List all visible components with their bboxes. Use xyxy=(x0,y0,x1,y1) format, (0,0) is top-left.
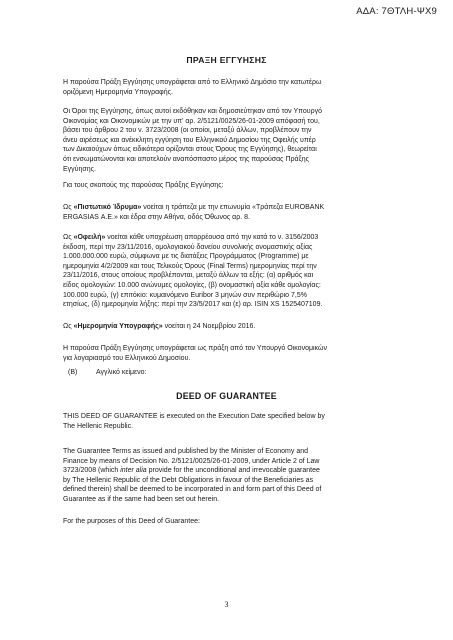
text-line: Οι Όροι της Εγγύησης, όπως αυτοί εκδόθηκαν και δημοσιεύτηκαν από τον Υπουργό xyxy=(63,108,322,115)
text-line: των Δικαιούχων όπως ειδικότερα ορίζονται στους Όρους της Εγγύησης), θεωρείται xyxy=(63,146,317,154)
definition-credit-institution xyxy=(63,203,393,222)
defined-term: «Ημερομηνία Υπογραφής» xyxy=(73,323,163,330)
definition-debt xyxy=(63,233,393,310)
paragraph-terms-english xyxy=(63,447,393,505)
definition-signature-date xyxy=(63,322,393,332)
text-fragment: νοείται η 24 Νοεμβρίου 2016. xyxy=(162,323,256,330)
text-line: βάσει του άρθρου 2 του ν. 3723/2008 (οι οποίοι, μεταξύ άλλων, προβλέπουν την xyxy=(63,127,312,135)
text-line: defined therein) shall be deemed to be incorporated in and form part of this Deed of xyxy=(63,486,322,494)
text-fragment: νοείται η τράπεζα με την επωνυμία «Τράπεζα EUROBANK xyxy=(141,204,325,211)
paragraph-intro-greek xyxy=(63,78,393,97)
text-fragment: Ως xyxy=(63,234,74,241)
text-line: 23/11/2016, στους οποίους προβλέπονται, μεταξύ άλλων τα εξής: (α) αριθμός και xyxy=(63,272,314,280)
text-line: by The Hellenic Republic of the Debt Obligations in favour of the Beneficiaries as xyxy=(63,476,314,484)
paragraph-purposes-english xyxy=(63,517,393,527)
text-line xyxy=(63,203,393,213)
text-fragment: Ως xyxy=(63,204,74,211)
defined-term: «Οφειλή» xyxy=(73,234,106,241)
text-line: ετησίως, (δ) ημερομηνία λήξης: περί την 23/5/2017 και (ε) αρ. ISIN XS 1525407109. xyxy=(63,301,323,309)
paragraph-purposes-greek xyxy=(63,181,393,191)
text-fragment: 3723/2008 (which xyxy=(63,467,121,475)
text-line xyxy=(63,466,393,476)
text-line: για λογαριασμό του Ελληνικού Δημοσίου. xyxy=(63,354,191,362)
text-line xyxy=(63,233,393,243)
text-line: είδος ομολογιών: 10.000 ανώνυμες ομολογίες, (β) ονομαστική αξία κάθε ομολογίας: xyxy=(63,281,321,289)
paragraph-intro-english xyxy=(63,412,393,431)
paragraph-signed-by-greek xyxy=(63,344,393,363)
defined-term: «Πιστωτικό Ίδρυμα» xyxy=(73,204,142,211)
document-title-english: DEED OF GUARANTEE xyxy=(176,391,277,401)
text-line: 1.000.000.000 ευρώ, σύμφωνα με τις διατάξεις Προγράμματος (Programme) με xyxy=(63,253,309,261)
section-b-label: (Β) xyxy=(68,369,78,376)
paragraph-terms-greek xyxy=(63,107,393,174)
text-line: ότι ενσωματώνονται και αποτελούν αναπόσπαστο μέρος της παρούσας Πράξης xyxy=(63,155,309,163)
text-line: Εγγύησης. xyxy=(63,165,96,173)
text-line: THIS DEED OF GUARANTEE is executed on the Execution Date specified below by xyxy=(63,413,325,420)
text-line: ημερομηνία 4/2/2009 και τους Τελικούς Όρους (Final Terms) ημερομηνίας περί την xyxy=(63,262,317,270)
text-fragment: νοείται κάθε υποχρέωση απορρέουσα από την κατά το ν. 3156/2003 xyxy=(105,234,319,241)
text-line: έκδοση, περί την 23/11/2016, ομολογιακού δανείου συνολικής ονομαστικής αξίας xyxy=(63,243,313,251)
italic-phrase: inter alia xyxy=(120,467,147,475)
text-line: Η παρούσα Πράξη Εγγύησης υπογράφεται από το Ελληνικό Δημόσιο την κατωτέρω xyxy=(63,79,322,86)
text-fragment: provide for the unconditional and irrevocable guarantee xyxy=(146,467,320,475)
text-line: Guarantee as if the same had been set out herein. xyxy=(63,495,220,503)
text-line: Finance by means of Decision No. 2/5121/0025/26-01-2009, under Article 2 of Law xyxy=(63,457,320,465)
text-line xyxy=(63,322,393,332)
text-line: The Hellenic Republic. xyxy=(63,422,134,430)
text-line: The Guarantee Terms as issued and published by the Minister of Economy and xyxy=(63,448,309,455)
text-line: Η παρούσα Πράξη Εγγύησης υπογράφεται ως πράξη από τον Υπουργό Οικονομικών xyxy=(63,345,327,352)
text-line: For the purposes of this Deed of Guarantee: xyxy=(63,518,200,525)
section-b-heading xyxy=(68,369,147,376)
text-line: Οικονομίας και Οικονομικών με την υπ' αρ. 2/5121/0025/26-01-2009 απόφασή του, xyxy=(63,117,320,125)
section-b-text: Αγγλικό κείμενο: xyxy=(96,369,147,376)
ada-code: ΑΔΑ: 7ΘΤΛΗ-ΨΧ9 xyxy=(356,6,437,17)
text-fragment: Ως xyxy=(63,323,74,330)
text-line: Για τους σκοπούς της παρούσας Πράξης Εγγύησης: xyxy=(63,182,224,189)
text-line: άνευ αιρέσεως και ανέκκλητη εγγύηση του Ελληνικού Δημοσίου της Οφειλής υπέρ xyxy=(63,136,316,144)
document-title-greek: ΠΡΑΞΗ ΕΓΓΥΗΣΗΣ xyxy=(186,55,267,65)
text-line: ERGASIAS Α.Ε.» και έδρα στην Αθήνα, οδός Όθωνος αρ. 8. xyxy=(63,213,250,221)
text-line: 100.000 ευρώ, (γ) επιτόκιο: κυμαινόμενο Euribor 3 μηνών συν περιθώριο 7,5% xyxy=(63,291,307,299)
page-number: 3 xyxy=(224,600,229,609)
text-line: οριζόμενη Ημερομηνία Υπογραφής. xyxy=(63,88,173,96)
